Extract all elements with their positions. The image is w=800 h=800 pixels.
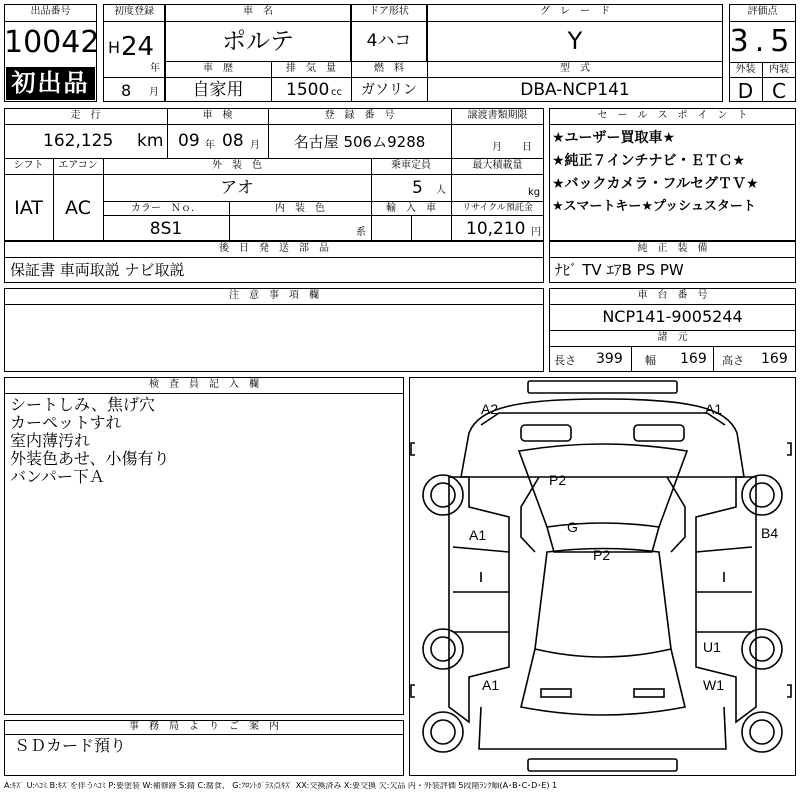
- inspection-month: 08: [222, 131, 244, 151]
- sales-point-2: ★純正７インチナビ・ＥＴＣ★: [552, 153, 746, 169]
- office-value: ＳＤカード預り: [14, 736, 127, 755]
- chassis-number: NCP141-9005244: [602, 307, 743, 326]
- first-listing-badge: 初出品: [6, 67, 95, 100]
- lot-number: 10042: [4, 25, 100, 60]
- car-name-label: 車 名: [243, 6, 273, 17]
- sales-point-1: ★ユーザー買取車★: [552, 130, 676, 146]
- notes-label: 注 意 事 項 欄: [229, 290, 319, 301]
- first-reg-year: 24: [121, 32, 155, 62]
- capacity-label: 乗車定員: [391, 160, 431, 171]
- color-no-label: カラー Ｎｏ．: [131, 203, 201, 214]
- displacement: 1500: [286, 80, 330, 100]
- inspector-line-2: カーペットすれ: [10, 413, 122, 432]
- exterior-grade: D: [737, 79, 754, 103]
- height-label: 高さ: [722, 354, 744, 367]
- chassis-label: 車 台 番 号: [637, 290, 708, 301]
- era-letter: H: [108, 38, 121, 57]
- displacement-unit: cc: [331, 87, 342, 98]
- inspector-line-1: シートしみ、焦げ穴: [10, 395, 155, 414]
- color-no: 8S1: [149, 219, 183, 239]
- recycle-unit: 円: [531, 227, 541, 238]
- car-diagram: [409, 377, 796, 776]
- mark-b4: B4: [761, 525, 779, 541]
- office-label: 事 務 局 よ り ご 案 内: [129, 721, 279, 732]
- door-type: 4ハコ: [366, 31, 412, 51]
- recycle-label: リサイクル預託金: [462, 203, 533, 213]
- recycle: 10,210: [466, 219, 526, 239]
- shift: IAT: [14, 197, 43, 219]
- damage-legend: A:ｷｽﾞ U:ﾍｺﾐ B:ｷｽﾞを伴うﾍｺﾐ P:要塗装 W:補修跡 S:錆 C:腐食、 G:ﾌﾛﾝﾄｶﾞﾗｽ点ｷｽﾞ XX:交換済み X:要交換 欠:欠品 内・外装評価 5段階ﾗﾝｸ順(A･B･C･D･E) 1: [4, 782, 558, 790]
- transfer-day-unit: 日: [522, 142, 532, 153]
- model-code-label: 型 式: [560, 63, 590, 74]
- mileage-label: 走 行: [70, 110, 101, 121]
- transfer-month-unit: 月: [492, 142, 502, 153]
- sales-points-label: セ ー ル ス ポ イ ン ト: [597, 110, 748, 121]
- interior-grade: C: [772, 79, 786, 103]
- inspection-year: 09: [178, 131, 200, 151]
- ac: AC: [65, 197, 91, 219]
- equipment-label: 純 正 装 備: [637, 243, 708, 254]
- sales-point-3: ★バックカメラ・フルセグＴＶ★: [552, 176, 759, 192]
- inspector-line-4: 外装色あせ、小傷有り: [10, 449, 170, 468]
- mileage: 162,125: [43, 131, 114, 151]
- model-code: DBA-NCP141: [520, 80, 630, 100]
- max-load-label: 最大積載量: [472, 160, 523, 171]
- inspection-month-unit: 月: [250, 140, 260, 151]
- exterior-label: 外装: [735, 64, 756, 75]
- inspector-line-3: 室内薄汚れ: [10, 431, 91, 450]
- inspector-line-5: バンパー下Ａ: [10, 467, 105, 486]
- mileage-unit: km: [137, 131, 164, 151]
- history-label: 車 歴: [203, 63, 233, 74]
- door-label: ドア形状: [369, 6, 409, 17]
- max-load-unit: kg: [528, 187, 541, 198]
- inspection-year-unit: 年: [205, 140, 215, 151]
- color-label: 外 装 色: [212, 160, 262, 171]
- length: 399: [596, 351, 623, 367]
- fuel-label: 燃 料: [374, 63, 404, 74]
- interior-color-label: 内 装 色: [275, 203, 325, 214]
- mark-a1-bottom: A1: [482, 677, 500, 693]
- mark-p2-mid: P2: [593, 547, 611, 563]
- dimensions-label: 諸 元: [657, 332, 688, 343]
- length-label: 長さ: [554, 354, 576, 367]
- mark-a2: A2: [481, 401, 499, 417]
- later-parts-value: 保証書 車両取説 ナビ取説: [10, 261, 185, 279]
- ac-label: エアコン: [58, 160, 98, 171]
- import-label: 輸 入 車: [386, 203, 436, 214]
- inspection-label: 車 検: [202, 110, 233, 121]
- mark-p2-top: P2: [549, 472, 567, 488]
- first-reg-month: 8: [121, 81, 132, 100]
- plate: 名古屋 506ム9288: [293, 133, 426, 151]
- mark-u1: U1: [703, 639, 721, 655]
- later-parts-label: 後 日 発 送 部 品: [219, 243, 329, 254]
- equipment-value: ﾅﾋﾞ TV ｴｱB PS PW: [555, 261, 684, 279]
- grade-label: グ レ ー ド: [540, 6, 610, 17]
- year-unit: 年: [150, 63, 160, 74]
- sales-point-4: ★スマートキー★プッシュスタート: [552, 199, 756, 214]
- mark-w1: W1: [703, 677, 724, 693]
- width: 169: [680, 351, 707, 367]
- grade: Y: [567, 27, 583, 55]
- mark-a1-left: A1: [469, 527, 487, 543]
- plate-label: 登 録 番 号: [324, 110, 395, 121]
- mark-a1-top: A1: [705, 401, 723, 417]
- first-reg-label: 初度登録: [114, 6, 154, 17]
- sales-points-box: [549, 108, 796, 241]
- width-label: 幅: [645, 354, 656, 367]
- shift-label: シフト: [13, 160, 44, 171]
- color: アオ: [220, 178, 254, 198]
- history: 自家用: [192, 80, 244, 100]
- car-name: ポルテ: [222, 27, 294, 55]
- inspector-label: 検 査 員 記 入 欄: [149, 379, 259, 390]
- score: 3.5: [729, 24, 796, 59]
- height: 169: [761, 351, 788, 367]
- transfer-label: 譲渡書類期限: [467, 110, 528, 121]
- interior-label: 内装: [769, 64, 789, 75]
- capacity: 5: [412, 178, 423, 198]
- score-label: 評価点: [747, 6, 778, 17]
- interior-color-unit: 系: [356, 227, 366, 238]
- mark-g: G: [567, 519, 578, 535]
- capacity-unit: 人: [436, 185, 446, 196]
- month-unit: 月: [149, 87, 159, 98]
- fuel: ガソリン: [361, 82, 417, 98]
- displacement-label: 排 気 量: [286, 63, 336, 74]
- lot-label: 出品番号: [30, 6, 71, 17]
